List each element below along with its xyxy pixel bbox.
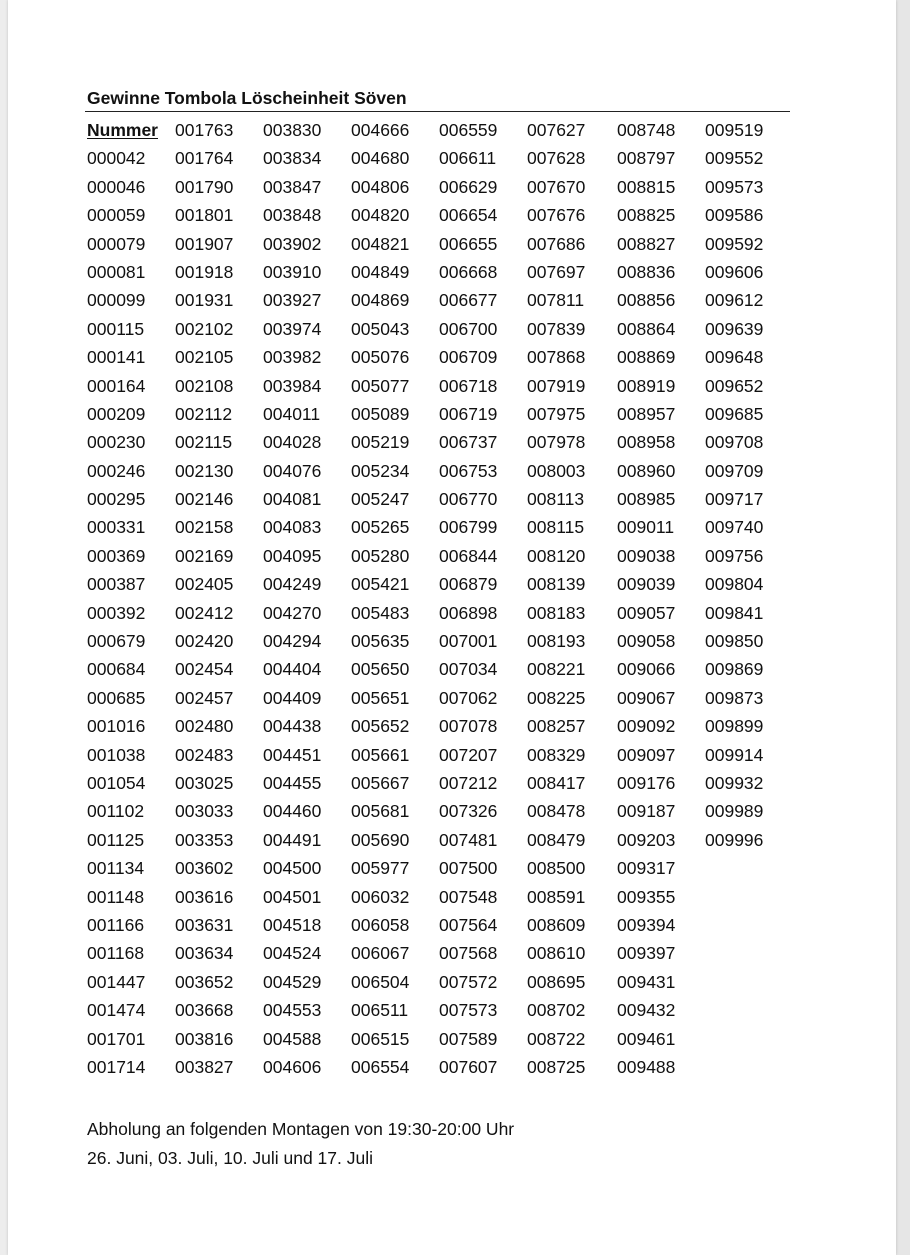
ticket-number: 001764 xyxy=(175,148,234,169)
ticket-number: 008610 xyxy=(527,943,586,964)
ticket-number: 004460 xyxy=(263,801,322,822)
ticket-number: 000141 xyxy=(87,347,146,368)
ticket-number: 007481 xyxy=(439,829,498,850)
ticket-number: 003353 xyxy=(175,829,234,850)
number-column xyxy=(175,116,233,1081)
ticket-number: 000387 xyxy=(87,574,146,595)
ticket-number: 004028 xyxy=(263,432,322,453)
ticket-number: 009011 xyxy=(617,517,675,538)
ticket-number: 009717 xyxy=(705,489,764,510)
ticket-number: 008500 xyxy=(527,858,586,879)
ticket-number: 006879 xyxy=(439,574,498,595)
ticket-number: 000079 xyxy=(87,233,146,254)
ticket-number: 004095 xyxy=(263,545,322,566)
ticket-number: 007326 xyxy=(439,801,498,822)
ticket-number: 006504 xyxy=(351,971,410,992)
ticket-number: 008864 xyxy=(617,318,676,339)
ticket-number: 007676 xyxy=(527,205,586,226)
ticket-number: 001148 xyxy=(87,886,145,907)
page-edge xyxy=(896,0,910,1255)
ticket-number: 004500 xyxy=(263,858,322,879)
ticket-number: 005077 xyxy=(351,375,410,396)
ticket-number: 002115 xyxy=(175,432,233,453)
ticket-number: 001166 xyxy=(87,914,145,935)
ticket-number: 009652 xyxy=(705,375,764,396)
number-column xyxy=(617,116,675,1081)
ticket-number: 001054 xyxy=(87,772,146,793)
ticket-number: 004501 xyxy=(263,886,322,907)
ticket-number: 003652 xyxy=(175,971,234,992)
number-column xyxy=(351,116,409,1081)
ticket-number: 007573 xyxy=(439,1000,498,1021)
ticket-number: 009394 xyxy=(617,914,676,935)
ticket-number: 007001 xyxy=(439,631,498,652)
ticket-number: 004524 xyxy=(263,943,322,964)
ticket-number: 001102 xyxy=(87,801,145,822)
ticket-number: 003668 xyxy=(175,1000,234,1021)
ticket-number: 007627 xyxy=(527,120,586,140)
ticket-number: 009203 xyxy=(617,829,676,850)
ticket-number: 008856 xyxy=(617,290,676,311)
ticket-number: 009431 xyxy=(617,971,676,992)
ticket-number: 006629 xyxy=(439,176,498,197)
number-column xyxy=(263,116,321,1081)
ticket-number: 006554 xyxy=(351,1056,410,1077)
ticket-number: 006799 xyxy=(439,517,498,538)
ticket-number: 004806 xyxy=(351,176,410,197)
ticket-number: 003827 xyxy=(175,1056,234,1077)
ticket-number: 007062 xyxy=(439,687,498,708)
ticket-number: 002105 xyxy=(175,347,234,368)
number-column xyxy=(87,116,158,1081)
ticket-number: 009989 xyxy=(705,801,764,822)
ticket-number: 006511 xyxy=(351,1000,409,1021)
ticket-number: 000685 xyxy=(87,687,146,708)
ticket-number: 005650 xyxy=(351,659,410,680)
ticket-number: 003927 xyxy=(263,290,322,311)
ticket-number: 007628 xyxy=(527,148,586,169)
ticket-number: 002158 xyxy=(175,517,234,538)
ticket-number: 004011 xyxy=(263,403,321,424)
ticket-number: 008257 xyxy=(527,716,586,737)
ticket-number: 007919 xyxy=(527,375,586,396)
ticket-number: 008827 xyxy=(617,233,676,254)
ticket-number: 006677 xyxy=(439,290,498,311)
ticket-number: 002112 xyxy=(175,403,233,424)
ticket-number: 002130 xyxy=(175,460,234,481)
ticket-number: 008957 xyxy=(617,403,676,424)
ticket-number: 006654 xyxy=(439,205,498,226)
ticket-number: 006032 xyxy=(351,886,410,907)
ticket-number: 000331 xyxy=(87,517,146,538)
pickup-info-line-1: Abholung an folgenden Montagen von 19:30-20:00 Uhr xyxy=(87,1119,515,1139)
ticket-number: 006655 xyxy=(439,233,498,254)
ticket-number: 007978 xyxy=(527,432,586,453)
ticket-number: 001125 xyxy=(87,829,145,850)
ticket-number: 008960 xyxy=(617,460,676,481)
ticket-number: 007572 xyxy=(439,971,498,992)
ticket-number: 001801 xyxy=(175,205,234,226)
ticket-number: 004821 xyxy=(351,233,410,254)
ticket-number: 002457 xyxy=(175,687,234,708)
ticket-number: 006611 xyxy=(439,148,497,169)
ticket-number: 004491 xyxy=(263,829,322,850)
ticket-number: 004529 xyxy=(263,971,322,992)
ticket-number: 003025 xyxy=(175,772,234,793)
number-column xyxy=(439,116,497,1081)
ticket-number: 008478 xyxy=(527,801,586,822)
ticket-number: 003616 xyxy=(175,886,234,907)
ticket-number: 009740 xyxy=(705,517,764,538)
ticket-number: 006559 xyxy=(439,120,498,140)
title-underline-rule xyxy=(85,111,790,112)
ticket-number: 009552 xyxy=(705,148,764,169)
ticket-number: 006770 xyxy=(439,489,498,510)
ticket-number: 004083 xyxy=(263,517,322,538)
ticket-number: 008725 xyxy=(527,1056,586,1077)
ticket-number: 001714 xyxy=(87,1056,146,1077)
number-column xyxy=(527,116,585,1081)
ticket-number: 001907 xyxy=(175,233,234,254)
ticket-number: 004820 xyxy=(351,205,410,226)
table-header-nummer: Nummer xyxy=(87,120,158,140)
ticket-number: 006668 xyxy=(439,261,498,282)
ticket-number: 008113 xyxy=(527,489,585,510)
ticket-number: 007207 xyxy=(439,744,498,765)
ticket-number: 003033 xyxy=(175,801,234,822)
ticket-number: 004270 xyxy=(263,602,322,623)
ticket-number: 005280 xyxy=(351,545,410,566)
ticket-number: 003974 xyxy=(263,318,322,339)
ticket-number: 000246 xyxy=(87,460,146,481)
ticket-number: 005219 xyxy=(351,432,410,453)
ticket-number: 008139 xyxy=(527,574,586,595)
ticket-number: 002169 xyxy=(175,545,234,566)
ticket-number: 008836 xyxy=(617,261,676,282)
ticket-number: 009097 xyxy=(617,744,676,765)
ticket-number: 002102 xyxy=(175,318,234,339)
ticket-number: 004404 xyxy=(263,659,322,680)
ticket-number: 007975 xyxy=(527,403,586,424)
ticket-number: 007034 xyxy=(439,659,498,680)
ticket-number: 004455 xyxy=(263,772,322,793)
ticket-number: 006844 xyxy=(439,545,498,566)
ticket-number: 004680 xyxy=(351,148,410,169)
ticket-number: 003631 xyxy=(175,914,234,935)
ticket-number: 004249 xyxy=(263,574,322,595)
ticket-number: 005483 xyxy=(351,602,410,623)
ticket-number: 002480 xyxy=(175,716,234,737)
number-column xyxy=(705,116,763,854)
ticket-number: 004438 xyxy=(263,716,322,737)
ticket-number: 009996 xyxy=(705,829,764,850)
ticket-number: 003848 xyxy=(263,205,322,226)
ticket-number: 009573 xyxy=(705,176,764,197)
ticket-number: 004588 xyxy=(263,1028,322,1049)
ticket-number: 001931 xyxy=(175,290,234,311)
ticket-number: 009841 xyxy=(705,602,764,623)
ticket-number: 009899 xyxy=(705,716,764,737)
ticket-number: 001790 xyxy=(175,176,234,197)
ticket-number: 000684 xyxy=(87,659,146,680)
ticket-number: 009176 xyxy=(617,772,676,793)
ticket-number: 007589 xyxy=(439,1028,498,1049)
ticket-number: 004081 xyxy=(263,489,322,510)
ticket-number: 005265 xyxy=(351,517,410,538)
ticket-number: 006700 xyxy=(439,318,498,339)
ticket-number: 005690 xyxy=(351,829,410,850)
ticket-number: 007500 xyxy=(439,858,498,879)
ticket-number: 009187 xyxy=(617,801,676,822)
ticket-number: 009709 xyxy=(705,460,764,481)
ticket-number: 004849 xyxy=(351,261,410,282)
ticket-number: 007670 xyxy=(527,176,586,197)
ticket-number: 008748 xyxy=(617,120,676,140)
ticket-number: 007607 xyxy=(439,1056,498,1077)
ticket-number: 001168 xyxy=(87,943,145,964)
ticket-number: 008225 xyxy=(527,687,586,708)
ticket-number: 009355 xyxy=(617,886,676,907)
ticket-number: 000164 xyxy=(87,375,146,396)
ticket-number: 005635 xyxy=(351,631,410,652)
ticket-number: 009612 xyxy=(705,290,764,311)
ticket-number: 009914 xyxy=(705,744,764,765)
ticket-number: 005651 xyxy=(351,687,410,708)
ticket-number: 008329 xyxy=(527,744,586,765)
ticket-number: 009648 xyxy=(705,347,764,368)
ticket-number: 000230 xyxy=(87,432,146,453)
ticket-number: 009932 xyxy=(705,772,764,793)
ticket-number: 009756 xyxy=(705,545,764,566)
ticket-number: 003816 xyxy=(175,1028,234,1049)
ticket-number: 009639 xyxy=(705,318,764,339)
ticket-number: 005652 xyxy=(351,716,410,737)
ticket-number: 000369 xyxy=(87,545,146,566)
ticket-number: 007212 xyxy=(439,772,498,793)
ticket-number: 007548 xyxy=(439,886,498,907)
ticket-number: 005681 xyxy=(351,801,410,822)
ticket-number: 009432 xyxy=(617,1000,676,1021)
ticket-number: 008869 xyxy=(617,347,676,368)
ticket-number: 001134 xyxy=(87,858,145,879)
ticket-number: 004076 xyxy=(263,460,322,481)
ticket-number: 006719 xyxy=(439,403,498,424)
ticket-number: 009708 xyxy=(705,432,764,453)
ticket-number: 008479 xyxy=(527,829,586,850)
ticket-number: 004518 xyxy=(263,914,322,935)
ticket-number: 001474 xyxy=(87,1000,146,1021)
ticket-number: 004606 xyxy=(263,1056,322,1077)
ticket-number: 008695 xyxy=(527,971,586,992)
ticket-number: 004409 xyxy=(263,687,322,708)
ticket-number: 007078 xyxy=(439,716,498,737)
ticket-number: 002454 xyxy=(175,659,234,680)
ticket-number: 009066 xyxy=(617,659,676,680)
ticket-number: 006753 xyxy=(439,460,498,481)
ticket-number: 008609 xyxy=(527,914,586,935)
ticket-number: 002146 xyxy=(175,489,234,510)
ticket-number: 006709 xyxy=(439,347,498,368)
ticket-number: 005667 xyxy=(351,772,410,793)
ticket-number: 008120 xyxy=(527,545,586,566)
ticket-number: 004666 xyxy=(351,120,410,140)
ticket-number: 008221 xyxy=(527,659,586,680)
ticket-number: 000679 xyxy=(87,631,146,652)
ticket-number: 003984 xyxy=(263,375,322,396)
ticket-number: 007564 xyxy=(439,914,498,935)
ticket-number: 009039 xyxy=(617,574,676,595)
ticket-number: 000081 xyxy=(87,261,146,282)
ticket-number: 006718 xyxy=(439,375,498,396)
ticket-number: 009397 xyxy=(617,943,676,964)
ticket-number: 006058 xyxy=(351,914,410,935)
ticket-number: 007697 xyxy=(527,261,586,282)
ticket-number: 004294 xyxy=(263,631,322,652)
ticket-number: 008193 xyxy=(527,631,586,652)
ticket-number: 004553 xyxy=(263,1000,322,1021)
ticket-number: 009804 xyxy=(705,574,764,595)
ticket-number: 006898 xyxy=(439,602,498,623)
ticket-number: 001038 xyxy=(87,744,146,765)
ticket-number: 002483 xyxy=(175,744,234,765)
ticket-number: 000046 xyxy=(87,176,146,197)
ticket-number: 009850 xyxy=(705,631,764,652)
ticket-number: 003834 xyxy=(263,148,322,169)
ticket-number: 009057 xyxy=(617,602,676,623)
ticket-number: 004451 xyxy=(263,744,322,765)
ticket-number: 009606 xyxy=(705,261,764,282)
ticket-number: 007686 xyxy=(527,233,586,254)
ticket-number: 006737 xyxy=(439,432,498,453)
ticket-number: 002420 xyxy=(175,631,234,652)
ticket-number: 008417 xyxy=(527,772,586,793)
ticket-number: 009038 xyxy=(617,545,676,566)
ticket-number: 001763 xyxy=(175,120,234,140)
pickup-info xyxy=(87,1115,514,1172)
ticket-number: 008985 xyxy=(617,489,676,510)
ticket-number: 004869 xyxy=(351,290,410,311)
document-title: Gewinne Tombola Löscheinheit Söven xyxy=(87,88,407,108)
ticket-number: 003830 xyxy=(263,120,322,140)
ticket-number: 001016 xyxy=(87,716,146,737)
ticket-number: 009317 xyxy=(617,858,676,879)
ticket-number: 000392 xyxy=(87,602,146,623)
ticket-number: 000099 xyxy=(87,290,146,311)
ticket-number: 008591 xyxy=(527,886,586,907)
ticket-number: 009869 xyxy=(705,659,764,680)
ticket-number: 008722 xyxy=(527,1028,586,1049)
ticket-number: 003902 xyxy=(263,233,322,254)
ticket-number: 001701 xyxy=(87,1028,146,1049)
ticket-number: 005661 xyxy=(351,744,410,765)
ticket-number: 006067 xyxy=(351,943,410,964)
ticket-number: 007568 xyxy=(439,943,498,964)
ticket-number: 003982 xyxy=(263,347,322,368)
ticket-number: 007868 xyxy=(527,347,586,368)
ticket-number: 002108 xyxy=(175,375,234,396)
ticket-number: 005076 xyxy=(351,347,410,368)
ticket-number: 000295 xyxy=(87,489,146,510)
ticket-number: 009592 xyxy=(705,233,764,254)
ticket-number: 003847 xyxy=(263,176,322,197)
ticket-number: 000209 xyxy=(87,403,146,424)
ticket-number: 001918 xyxy=(175,261,234,282)
ticket-number: 002412 xyxy=(175,602,234,623)
ticket-number: 006515 xyxy=(351,1028,410,1049)
ticket-number: 005247 xyxy=(351,489,410,510)
ticket-number: 001447 xyxy=(87,971,146,992)
ticket-number: 008003 xyxy=(527,460,586,481)
ticket-number: 008825 xyxy=(617,205,676,226)
ticket-number: 008702 xyxy=(527,1000,586,1021)
ticket-number: 005089 xyxy=(351,403,410,424)
ticket-number: 000115 xyxy=(87,318,145,339)
ticket-number: 009058 xyxy=(617,631,676,652)
ticket-number: 008115 xyxy=(527,517,585,538)
ticket-number: 008919 xyxy=(617,375,676,396)
ticket-number: 009519 xyxy=(705,120,764,140)
ticket-number: 009488 xyxy=(617,1056,676,1077)
ticket-number: 008797 xyxy=(617,148,676,169)
ticket-number: 007839 xyxy=(527,318,586,339)
ticket-number: 005234 xyxy=(351,460,410,481)
ticket-number: 009586 xyxy=(705,205,764,226)
ticket-number: 009685 xyxy=(705,403,764,424)
pickup-info-line-2: 26. Juni, 03. Juli, 10. Juli und 17. Juli xyxy=(87,1147,374,1168)
ticket-number: 009092 xyxy=(617,716,676,737)
ticket-number: 003634 xyxy=(175,943,234,964)
ticket-number: 009461 xyxy=(617,1028,676,1049)
ticket-number: 007811 xyxy=(527,290,585,311)
ticket-number: 008815 xyxy=(617,176,676,197)
ticket-number: 009067 xyxy=(617,687,676,708)
ticket-number: 005421 xyxy=(351,574,410,595)
ticket-number: 002405 xyxy=(175,574,234,595)
ticket-number: 003910 xyxy=(263,261,322,282)
ticket-number: 009873 xyxy=(705,687,764,708)
ticket-number: 005977 xyxy=(351,858,410,879)
ticket-number: 000042 xyxy=(87,148,146,169)
ticket-number: 000059 xyxy=(87,205,146,226)
ticket-number: 008183 xyxy=(527,602,586,623)
ticket-number: 005043 xyxy=(351,318,410,339)
ticket-number: 003602 xyxy=(175,858,234,879)
ticket-number: 008958 xyxy=(617,432,676,453)
